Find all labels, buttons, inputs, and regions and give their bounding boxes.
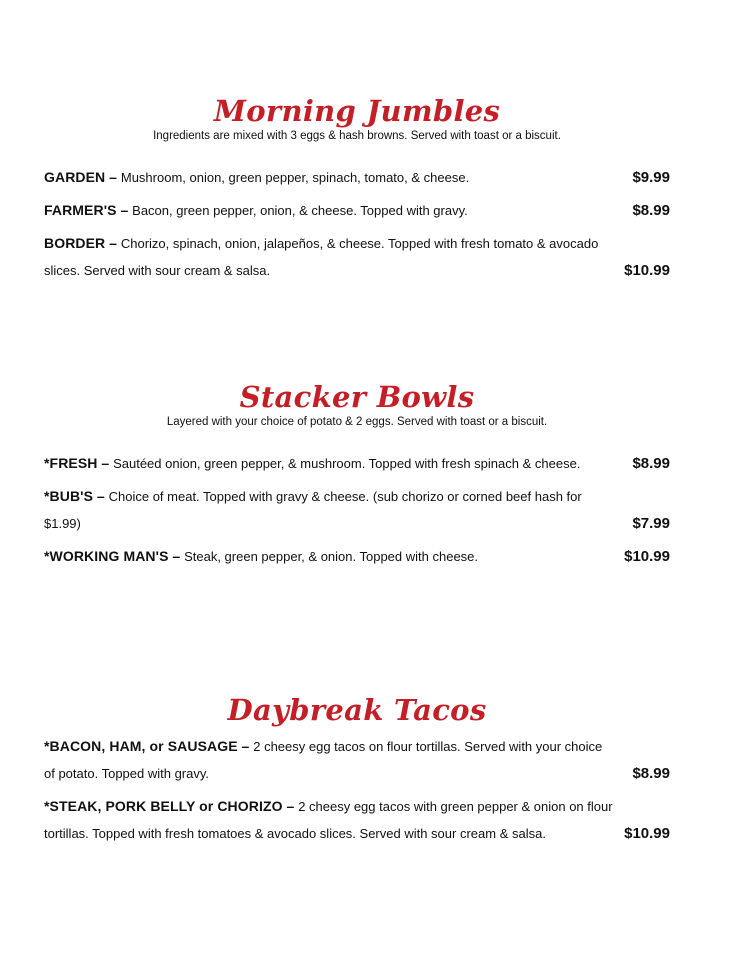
item-name: FARMER'S bbox=[44, 202, 117, 218]
item-price: $8.99 bbox=[632, 455, 670, 472]
menu-item-garden bbox=[44, 164, 670, 191]
item-description: Chorizo, spinach, onion, jalapeños, & cheese. Topped with fresh tomato & avocado slices. Served with sour cream & salsa. bbox=[44, 236, 599, 278]
item-name: GARDEN bbox=[44, 169, 106, 185]
menu-item-steak-pork-belly-chorizo bbox=[44, 793, 670, 847]
menu-item-border bbox=[44, 230, 670, 284]
section-title: Daybreak Tacos bbox=[227, 693, 487, 727]
item-description: Bacon, green pepper, onion, & cheese. Topped with gravy. bbox=[132, 203, 468, 218]
item-description: Mushroom, onion, green pepper, spinach, tomato, & cheese. bbox=[120, 170, 470, 185]
item-name: *BUB'S bbox=[44, 488, 94, 504]
section-morning-jumbles bbox=[44, 94, 670, 290]
item-name: *BACON, HAM, or SAUSAGE bbox=[44, 738, 238, 754]
item-description: Choice of meat. Topped with gravy & cheese. (sub chorizo or corned beef hash for $1.99) bbox=[44, 489, 582, 531]
item-description: Steak, green pepper, & onion. Topped with cheese. bbox=[184, 549, 479, 564]
item-separator: – bbox=[97, 455, 114, 471]
section-subtitle: Layered with your choice of potato & 2 eggs. Served with toast or a biscuit. bbox=[166, 416, 548, 428]
item-price: $10.99 bbox=[624, 262, 670, 279]
menu-item-working-mans bbox=[44, 543, 670, 570]
item-name: *STEAK, PORK BELLY or CHORIZO bbox=[44, 798, 283, 814]
menu-item-bacon-ham-sausage bbox=[44, 733, 670, 787]
section-title: Stacker Bowls bbox=[239, 380, 475, 414]
item-price: $9.99 bbox=[632, 169, 670, 186]
item-name: BORDER bbox=[44, 235, 106, 251]
item-price: $10.99 bbox=[624, 548, 670, 565]
section-stacker-bowls bbox=[44, 380, 670, 576]
item-separator: – bbox=[168, 548, 185, 564]
menu-item-farmers bbox=[44, 197, 670, 224]
item-description: 2 cheesy egg tacos on flour tortillas. Served with your choice of potato. Topped with gravy. bbox=[44, 739, 603, 781]
section-subtitle: Ingredients are mixed with 3 eggs & hash browns. Served with toast or a biscuit. bbox=[153, 130, 561, 142]
item-price: $7.99 bbox=[632, 515, 670, 532]
item-name: *FRESH bbox=[44, 455, 98, 471]
item-description: Sautéed onion, green pepper, & mushroom. Topped with fresh spinach & cheese. bbox=[113, 456, 581, 471]
section-daybreak-tacos bbox=[44, 693, 670, 853]
item-separator: – bbox=[282, 798, 299, 814]
menu-item-fresh bbox=[44, 450, 670, 477]
item-price: $8.99 bbox=[632, 202, 670, 219]
item-separator: – bbox=[105, 169, 121, 185]
item-separator: – bbox=[105, 235, 121, 251]
item-separator: – bbox=[93, 488, 109, 504]
section-title: Morning Jumbles bbox=[213, 94, 501, 128]
menu-item-bubs bbox=[44, 483, 670, 537]
item-separator: – bbox=[116, 202, 133, 218]
item-name: *WORKING MAN'S bbox=[44, 548, 169, 564]
item-price: $8.99 bbox=[632, 765, 670, 782]
item-price: $10.99 bbox=[624, 825, 670, 842]
item-separator: – bbox=[237, 738, 254, 754]
item-description: 2 cheesy egg tacos with green pepper & onion on flour tortillas. Topped with fresh tomatoes & avocado slices. Served with sour cream & salsa. bbox=[44, 799, 613, 841]
